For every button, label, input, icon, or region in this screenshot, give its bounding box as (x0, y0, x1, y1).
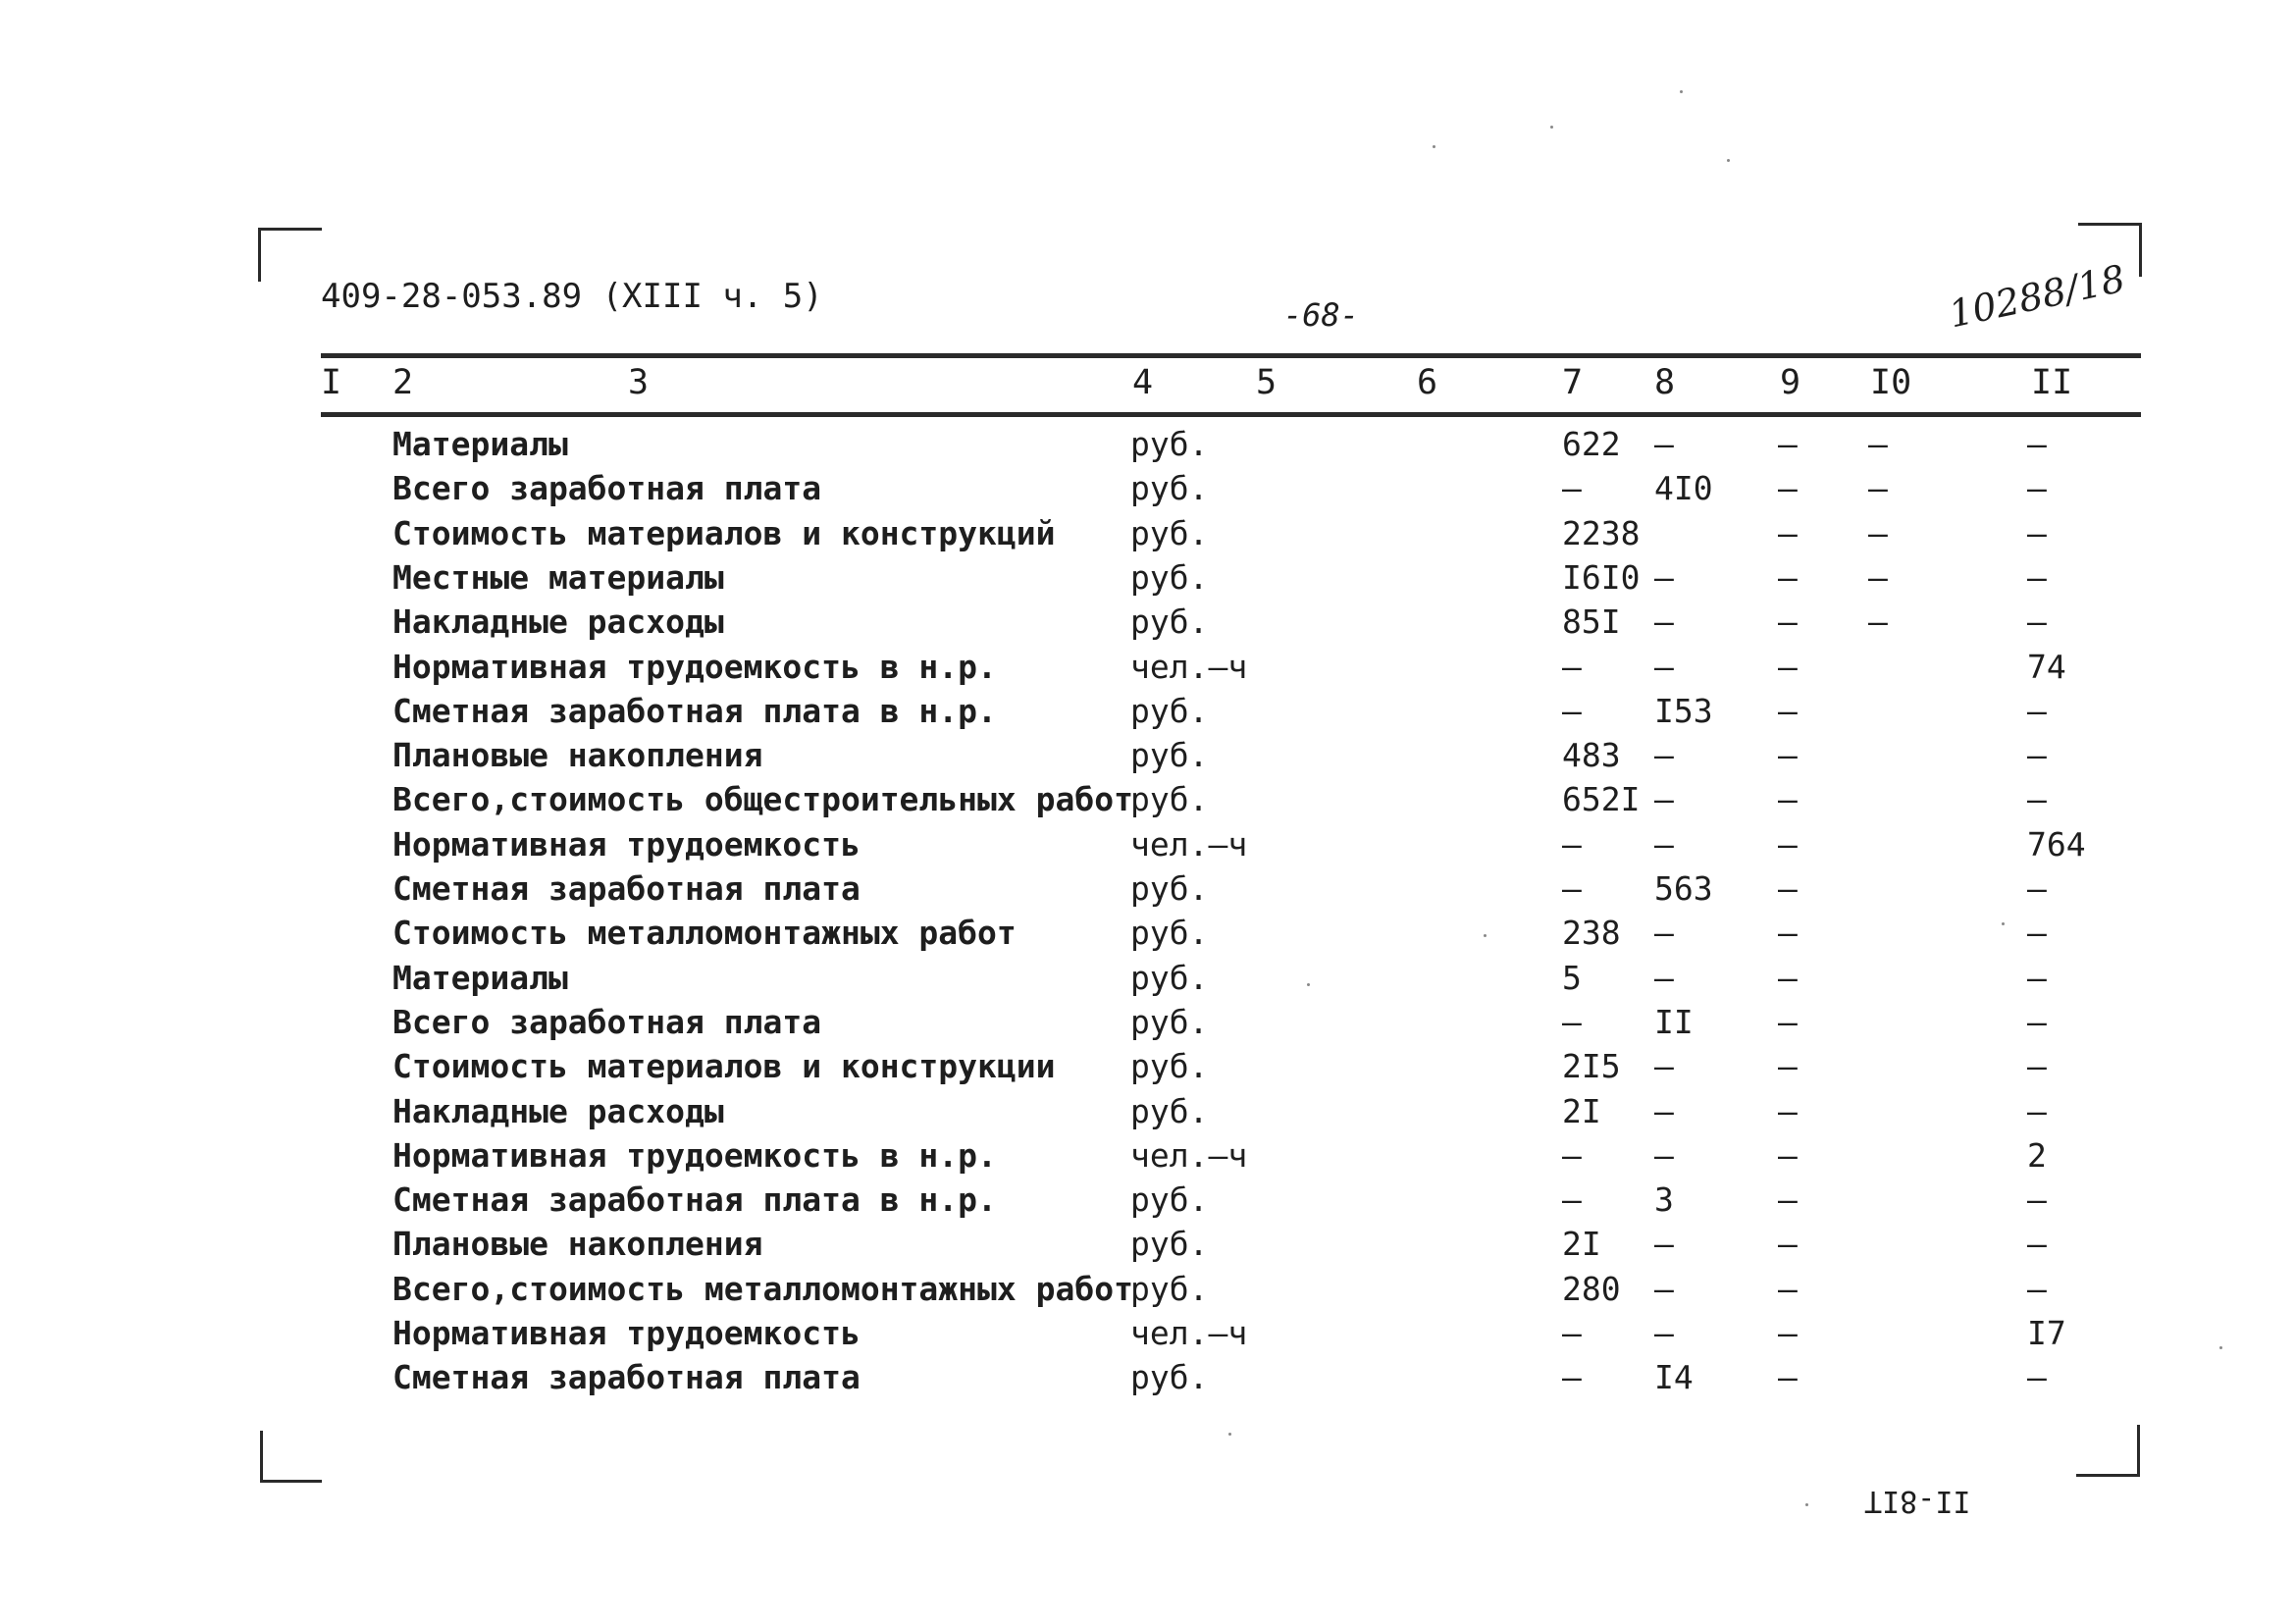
row-col11: 764 (2027, 824, 2086, 864)
row-col8: – (1654, 1225, 1674, 1264)
table-row (0, 1136, 2295, 1180)
row-col9: – (1778, 557, 1798, 597)
row-unit: руб. (1130, 914, 1209, 953)
column-header-7: 7 (1562, 363, 1584, 402)
row-unit: руб. (1130, 602, 1209, 642)
row-col9: – (1778, 1225, 1798, 1264)
table-row (0, 514, 2295, 558)
document-code: 409-28-053.89 (XIII ч. 5) (321, 277, 823, 316)
row-col9: – (1778, 1135, 1798, 1175)
row-col7: 280 (1562, 1269, 1621, 1308)
row-col8: – (1654, 647, 1674, 686)
table-row (0, 425, 2295, 469)
scan-speck (1307, 983, 1310, 986)
row-col8: – (1654, 425, 1674, 463)
row-col11: – (2027, 557, 2047, 597)
row-col8: – (1654, 780, 1674, 819)
column-header-3: 3 (628, 363, 650, 402)
table-row (0, 1003, 2295, 1047)
row-col7: 652I (1562, 780, 1641, 819)
table-row (0, 1225, 2295, 1269)
header-bottom-rule (321, 412, 2141, 417)
scan-speck (1433, 145, 1435, 148)
row-name: Материалы (392, 958, 568, 997)
column-header-6: 6 (1417, 363, 1438, 402)
row-col11: – (2027, 1358, 2047, 1397)
scan-speck (1727, 159, 1730, 162)
row-col9: – (1778, 1358, 1798, 1397)
column-header-1: I (321, 363, 342, 402)
row-col8: I53 (1654, 691, 1713, 730)
row-col11: – (2027, 513, 2047, 552)
corner-bottom-left (260, 1431, 322, 1483)
row-col11: – (2027, 1269, 2047, 1308)
row-unit: руб. (1130, 691, 1209, 730)
row-name: Плановые накопления (392, 736, 763, 775)
row-col10: – (1868, 557, 1888, 597)
row-col8: – (1654, 1091, 1674, 1130)
row-col9: – (1778, 1269, 1798, 1308)
row-name: Сметная заработная плата в н.р. (392, 691, 997, 730)
row-name: Местные материалы (392, 557, 724, 597)
row-col7: 5 (1562, 958, 1582, 997)
table-row (0, 692, 2295, 736)
table-row (0, 469, 2295, 513)
row-unit: руб. (1130, 736, 1209, 775)
row-col7: 2I (1562, 1225, 1601, 1264)
row-col9: – (1778, 1180, 1798, 1220)
row-name: Стоимость материалов и конструкций (392, 513, 1056, 552)
row-col11: – (2027, 869, 2047, 908)
row-col8: – (1654, 736, 1674, 775)
row-col7: – (1562, 691, 1582, 730)
scan-speck (2219, 1346, 2222, 1349)
row-unit: руб. (1130, 780, 1209, 819)
row-name: Нормативная трудоемкость в н.р. (392, 1135, 997, 1175)
row-col7: – (1562, 869, 1582, 908)
row-col10: – (1868, 513, 1888, 552)
scan-speck (1805, 1503, 1808, 1506)
scan-speck (1550, 126, 1553, 129)
row-col11: – (2027, 1091, 2047, 1130)
row-unit: руб. (1130, 1225, 1209, 1264)
row-col11: – (2027, 602, 2047, 642)
row-col7: – (1562, 824, 1582, 864)
row-col9: – (1778, 425, 1798, 463)
row-col11: – (2027, 1002, 2047, 1041)
row-unit: руб. (1130, 1269, 1209, 1308)
row-unit: руб. (1130, 469, 1209, 508)
table-row (0, 736, 2295, 780)
footer-stamp: II-8IT (1864, 1484, 1971, 1518)
row-col9: – (1778, 780, 1798, 819)
table-row (0, 1270, 2295, 1314)
row-col8: 563 (1654, 869, 1713, 908)
row-col11: – (2027, 958, 2047, 997)
row-col9: – (1778, 1314, 1798, 1352)
row-col7: 483 (1562, 736, 1621, 775)
column-header-8: 8 (1654, 363, 1676, 402)
row-col9: – (1778, 1091, 1798, 1130)
archive-number: 10288/18 (1945, 256, 2129, 337)
row-name: Сметная заработная плата в н.р. (392, 1180, 997, 1220)
row-unit: руб. (1130, 1180, 1209, 1220)
row-name: Сметная заработная плата (392, 869, 861, 908)
row-col9: – (1778, 914, 1798, 953)
row-col7: – (1562, 469, 1582, 508)
row-name: Стоимость металломонтажных работ (392, 914, 1017, 953)
scan-speck (1680, 90, 1683, 93)
row-name: Плановые накопления (392, 1225, 763, 1264)
table-top-rule (321, 353, 2141, 358)
row-name: Всего,стоимость общестроительных работ (392, 780, 1133, 819)
row-unit: чел.–ч (1130, 1135, 1248, 1175)
scan-speck (2002, 922, 2005, 925)
row-col11: – (2027, 469, 2047, 508)
row-col7: 2I5 (1562, 1047, 1621, 1086)
row-col7: – (1562, 1314, 1582, 1352)
row-unit: руб. (1130, 869, 1209, 908)
row-col8: – (1654, 824, 1674, 864)
row-col10: – (1868, 602, 1888, 642)
row-col11: – (2027, 1225, 2047, 1264)
table-row (0, 648, 2295, 692)
table-row (0, 825, 2295, 869)
corner-bottom-right (2076, 1425, 2140, 1477)
table-row (0, 602, 2295, 647)
row-col11: – (2027, 736, 2047, 775)
row-col7: I6I0 (1562, 557, 1641, 597)
row-col9: – (1778, 958, 1798, 997)
row-col8: – (1654, 958, 1674, 997)
row-unit: руб. (1130, 425, 1209, 463)
row-col9: – (1778, 602, 1798, 642)
row-col7: 85I (1562, 602, 1621, 642)
table-row (0, 914, 2295, 958)
row-unit: руб. (1130, 513, 1209, 552)
table-row (0, 1358, 2295, 1402)
row-unit: руб. (1130, 958, 1209, 997)
row-col11: – (2027, 1180, 2047, 1220)
row-col9: – (1778, 647, 1798, 686)
row-name: Нормативная трудоемкость (392, 1314, 861, 1352)
column-header-4: 4 (1132, 363, 1154, 402)
row-col7: – (1562, 647, 1582, 686)
row-col7: – (1562, 1002, 1582, 1041)
row-col11: – (2027, 425, 2047, 463)
column-header-2: 2 (392, 363, 414, 402)
row-name: Накладные расходы (392, 602, 724, 642)
column-header-10: I0 (1870, 363, 1912, 402)
row-col7: 2I (1562, 1091, 1601, 1130)
row-unit: чел.–ч (1130, 1314, 1248, 1352)
row-col8: – (1654, 1047, 1674, 1086)
row-col8: 3 (1654, 1180, 1674, 1220)
row-col11: I7 (2027, 1314, 2066, 1352)
row-col10: – (1868, 469, 1888, 508)
row-col9: – (1778, 469, 1798, 508)
row-col11: 2 (2027, 1135, 2047, 1175)
row-col11: – (2027, 691, 2047, 730)
table-row (0, 1092, 2295, 1136)
row-col8: II (1654, 1002, 1694, 1041)
table-row (0, 780, 2295, 824)
row-col9: – (1778, 736, 1798, 775)
row-col8: – (1654, 602, 1674, 642)
row-unit: чел.–ч (1130, 824, 1248, 864)
row-col9: – (1778, 824, 1798, 864)
corner-top-left (258, 228, 322, 282)
row-name: Всего заработная плата (392, 1002, 822, 1041)
row-name: Накладные расходы (392, 1091, 724, 1130)
row-name: Всего заработная плата (392, 469, 822, 508)
row-col8: I4 (1654, 1358, 1694, 1397)
row-col9: – (1778, 1002, 1798, 1041)
column-header-9: 9 (1780, 363, 1801, 402)
row-unit: руб. (1130, 1358, 1209, 1397)
row-name: Сметная заработная плата (392, 1358, 861, 1397)
table-row (0, 1180, 2295, 1225)
row-col8: – (1654, 1269, 1674, 1308)
row-name: Всего,стоимость металломонтажных работ (392, 1269, 1133, 1308)
row-unit: чел.–ч (1130, 647, 1248, 686)
row-col11: – (2027, 780, 2047, 819)
row-name: Материалы (392, 425, 568, 463)
row-unit: руб. (1130, 1047, 1209, 1086)
column-header-11: II (2031, 363, 2073, 402)
row-unit: руб. (1130, 557, 1209, 597)
row-col11: – (2027, 914, 2047, 953)
table-row (0, 1047, 2295, 1091)
column-header-5: 5 (1256, 363, 1278, 402)
row-col7: 622 (1562, 425, 1621, 463)
row-unit: руб. (1130, 1002, 1209, 1041)
row-col8: – (1654, 557, 1674, 597)
row-col7: – (1562, 1135, 1582, 1175)
row-col7: 238 (1562, 914, 1621, 953)
row-unit: руб. (1130, 1091, 1209, 1130)
row-col11: – (2027, 1047, 2047, 1086)
row-name: Нормативная трудоемкость в н.р. (392, 647, 997, 686)
row-col7: – (1562, 1358, 1582, 1397)
row-col9: – (1778, 691, 1798, 730)
row-col9: – (1778, 1047, 1798, 1086)
scan-speck (1484, 934, 1487, 937)
scan-speck (1228, 1433, 1231, 1436)
row-col11: 74 (2027, 647, 2066, 686)
table-row (0, 558, 2295, 602)
row-col8: – (1654, 914, 1674, 953)
row-name: Нормативная трудоемкость (392, 824, 861, 864)
table-row (0, 869, 2295, 914)
row-col9: – (1778, 869, 1798, 908)
row-col8: – (1654, 1314, 1674, 1352)
row-col7: 2238 (1562, 513, 1641, 552)
row-col7: – (1562, 1180, 1582, 1220)
row-col10: – (1868, 425, 1888, 463)
table-row (0, 1314, 2295, 1358)
row-name: Стоимость материалов и конструкции (392, 1047, 1056, 1086)
table-row (0, 959, 2295, 1003)
row-col8: – (1654, 1135, 1674, 1175)
row-col8: 4I0 (1654, 469, 1713, 508)
page-number: -68- (1283, 296, 1360, 334)
row-col9: – (1778, 513, 1798, 552)
